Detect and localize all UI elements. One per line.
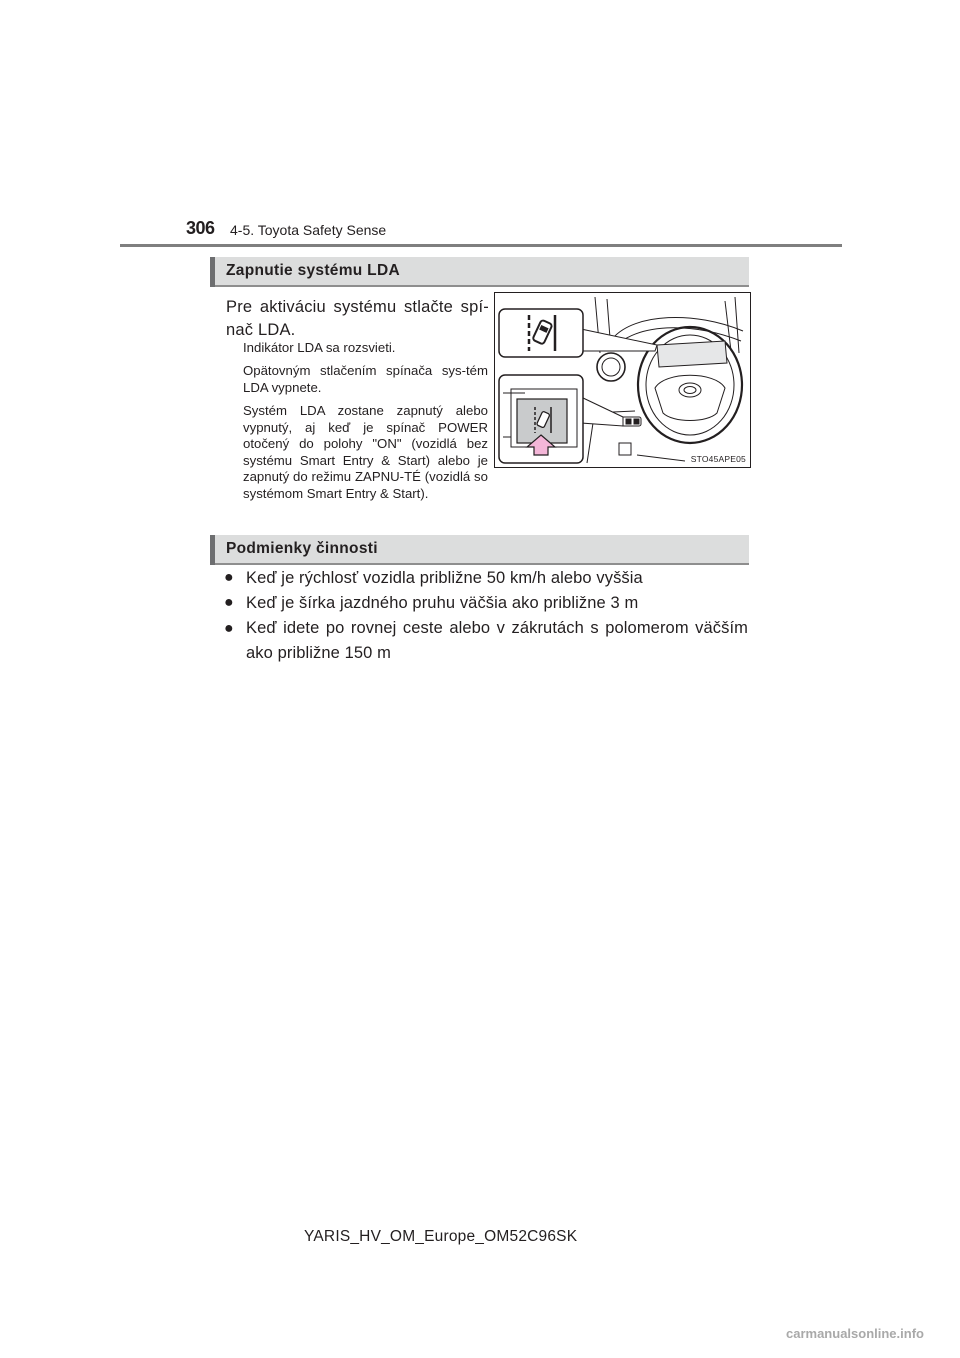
section-marker bbox=[210, 535, 215, 565]
list-item bbox=[224, 616, 748, 666]
section-heading-conditions bbox=[210, 535, 749, 565]
lda-indicator-callout bbox=[499, 309, 657, 357]
note-turn-off: Opätovným stlačením spínača sys-tém LDA vypnete. bbox=[243, 363, 488, 395]
condition-text: Keď je rýchlosť vozidla približne 50 km/h alebo vyššia bbox=[246, 569, 643, 587]
note-indicator-on: Indikátor LDA sa rozsvieti. bbox=[243, 340, 396, 355]
section-marker bbox=[210, 257, 215, 287]
document-id: YARIS_HV_OM_Europe_OM52C96SK bbox=[304, 1228, 578, 1245]
intro-paragraph: Pre aktiváciu systému stlačte spí-nač LDA. bbox=[226, 298, 489, 339]
bullet-icon: ● bbox=[224, 569, 234, 586]
section-title: Podmienky činnosti bbox=[226, 540, 378, 557]
page-number: 306 bbox=[186, 218, 215, 238]
watermark[interactable]: carmanualsonline.info bbox=[786, 1326, 924, 1341]
condition-text: Keď je šírka jazdného pruhu väčšia ako približne 3 m bbox=[246, 594, 639, 612]
header-divider bbox=[120, 244, 842, 247]
lda-switch-callout bbox=[499, 375, 623, 463]
bullet-icon: ● bbox=[224, 594, 234, 611]
list-item bbox=[224, 566, 748, 590]
dashboard-drawing bbox=[495, 293, 750, 467]
section-heading-enable-lda bbox=[210, 257, 749, 287]
section-title: Zapnutie systému LDA bbox=[226, 262, 400, 279]
dashboard-illustration bbox=[494, 292, 751, 468]
conditions-list bbox=[224, 566, 748, 666]
condition-text: Keď idete po rovnej ceste alebo v zákrutách s polomerom väčším ako približne 150 m bbox=[246, 619, 748, 662]
bullet-icon: ● bbox=[224, 620, 234, 637]
chapter-title: 4-5. Toyota Safety Sense bbox=[230, 222, 387, 238]
list-item bbox=[224, 591, 748, 615]
note-state-retained: Systém LDA zostane zapnutý alebo vypnutý, aj keď je spínač POWER otočený do polohy "ON" (vozidlá bez systému Smart Entry & Start) alebo je zapnutý do režimu ZAPNU-TÉ (vozidlá so systémom Smart Entry & Start). bbox=[243, 403, 488, 501]
illustration-code: STO45APE05 bbox=[690, 454, 746, 464]
